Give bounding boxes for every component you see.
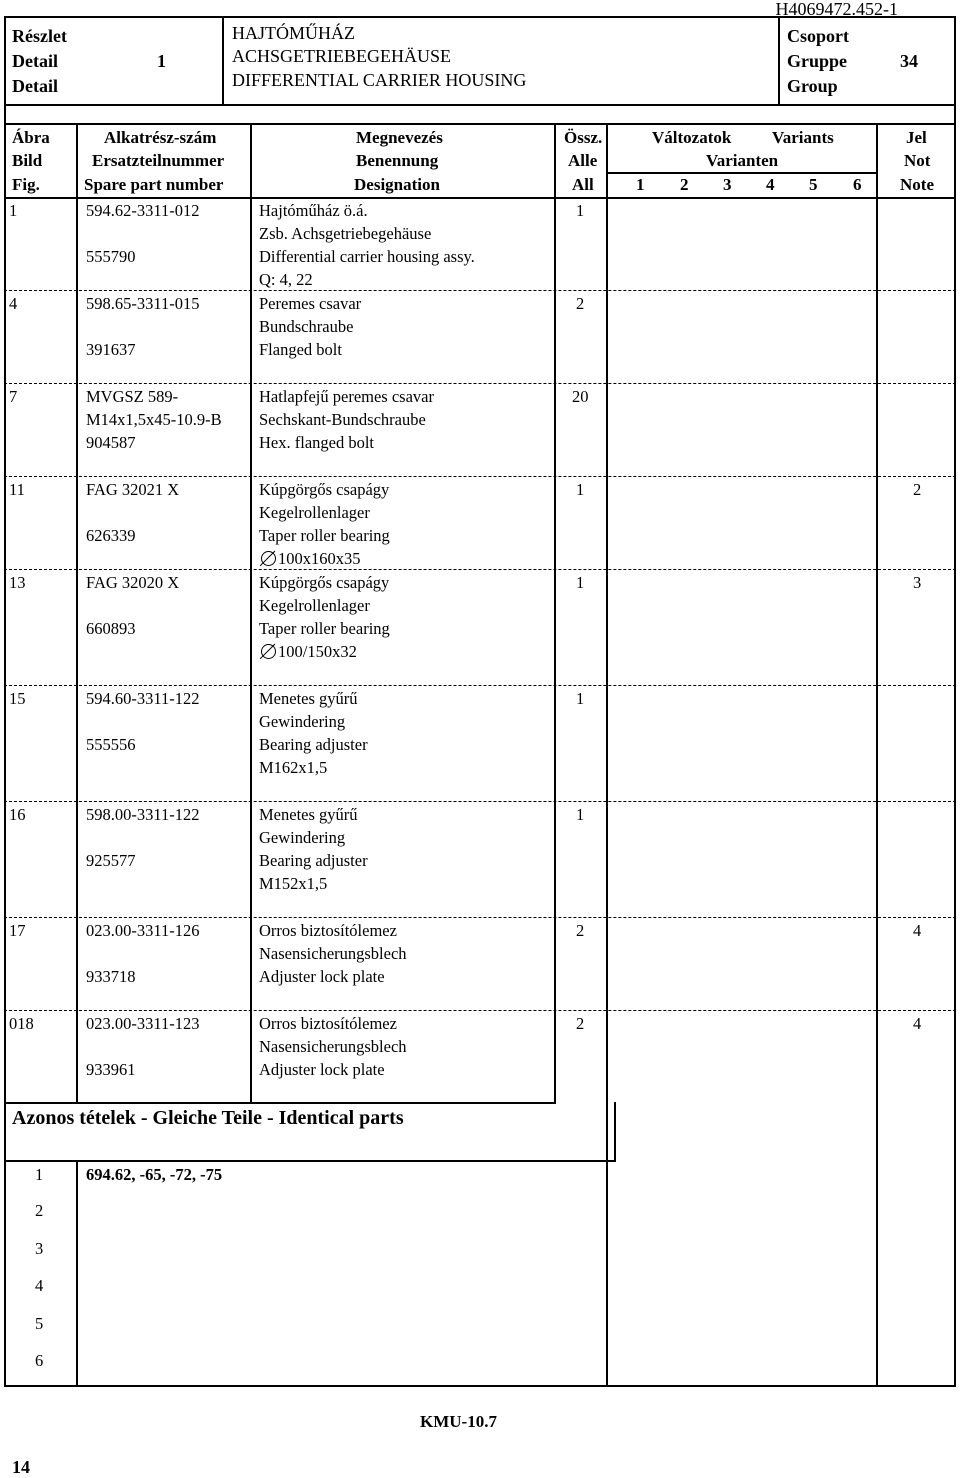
row-fig: 4 [9,294,18,313]
row-qty: 20 [572,387,589,406]
row-name-de: Sechskant-Bundschraube [259,410,426,429]
col-name-divider [554,123,556,1104]
row-part-number: 023.00-3311-126 [86,921,200,940]
row-part-code: 626339 [86,526,136,545]
row-qty: 1 [576,201,585,220]
row-name-extra [259,640,357,663]
identical-row-number: 2 [35,1201,44,1220]
diameter-icon [259,549,277,567]
row-qty: 1 [576,573,585,592]
identical-row-text: 694.62, -65, -72, -75 [86,1165,223,1184]
row-name-en: Adjuster lock plate [259,1060,385,1079]
identical-num-divider [76,1160,78,1387]
col-part-hu: Alkatrész-szám [104,128,217,147]
page-number: 14 [12,1457,30,1477]
row-name-en: Taper roller bearing [259,526,390,545]
row-note: 3 [913,573,922,592]
detail-label-de: Detail [12,51,58,71]
row-name-hu: Hajtóműház ö.á. [259,201,368,220]
row-name-en: Hex. flanged bolt [259,433,375,452]
col-fig-divider [76,123,78,1104]
header-divider-2 [778,16,780,106]
col-name-en: Designation [354,175,440,194]
col-fig-de: Bild [12,151,43,170]
row-part-number: FAG 32021 X [86,480,180,499]
row-fig: 11 [9,480,25,499]
row-name-de: Gewindering [259,828,346,847]
identical-row-number: 3 [35,1239,44,1258]
row-separator [4,569,956,570]
row-name-en: Flanged bolt [259,340,342,359]
row-part-code: 904587 [86,433,136,452]
row-fig: 7 [9,387,18,406]
group-number: 34 [900,51,918,71]
row-separator [4,801,956,802]
row-name-hu: Kúpgörgős csapágy [259,480,390,499]
identical-row-number: 1 [35,1165,44,1184]
document-code: H4069472.452-1 [775,0,898,19]
row-name-de: Kegelrollenlager [259,503,370,522]
row-part-number: MVGSZ 589- [86,387,179,406]
col-variants-de: Varianten [706,151,779,170]
row-separator [4,290,956,291]
row-part-code: 660893 [86,619,136,638]
col-note-de: Not [904,151,931,170]
identical-row-number: 4 [35,1276,44,1295]
identical-parts-title: Azonos tételek - Gleiche Teile - Identical parts [12,1107,404,1129]
row-fig: 1 [9,201,18,220]
variant-number-2: 2 [680,175,689,194]
row-part-number: FAG 32020 X [86,573,180,592]
col-part-de: Ersatzteilnummer [92,151,225,170]
row-part-number: 598.00-3311-122 [86,805,200,824]
row-qty: 2 [576,294,585,313]
detail-label-en: Detail [12,76,58,96]
group-label-en: Group [787,76,838,96]
header-divider-1 [222,16,224,106]
col-qty-divider [606,123,608,1387]
col-name-de: Benennung [356,151,439,170]
row-part-code: 925577 [86,851,136,870]
row-separator [4,383,956,384]
row-fig: 018 [9,1014,34,1033]
row-part-number-cont: M14x1,5x45-10.9-B [86,410,222,429]
col-qty-en: All [572,175,594,194]
row-name-en: Bearing adjuster [259,851,368,870]
row-qty: 2 [576,921,585,940]
row-name-extra: M162x1,5 [259,758,328,777]
row-part-code: 555556 [86,735,136,754]
detail-number: 1 [157,51,166,71]
row-name-hu: Orros biztosítólemez [259,1014,397,1033]
row-fig: 17 [9,921,26,940]
row-name-en: Adjuster lock plate [259,967,385,986]
row-qty: 1 [576,689,585,708]
group-label-hu: Csoport [787,26,849,46]
row-part-number: 023.00-3311-123 [86,1014,200,1033]
detail-label-hu: Részlet [12,26,67,46]
col-qty-hu: Össz. [564,128,603,147]
row-name-hu: Menetes gyűrű [259,689,358,708]
col-variants-hu: Változatok [652,128,732,147]
identical-title-top-line [4,1102,556,1104]
footer-code: KMU-10.7 [420,1412,497,1431]
col-note-en: Note [900,175,934,194]
col-fig-en: Fig. [12,175,40,194]
row-separator [4,685,956,686]
row-fig: 15 [9,689,26,708]
row-name-extra: M152x1,5 [259,874,328,893]
colheader-top-line [4,123,956,125]
frame-bottom-line [4,1385,956,1387]
col-part-en: Spare part number [84,175,224,194]
variant-header-line [606,172,876,174]
variant-number-3: 3 [723,175,732,194]
identical-right-divider [614,1102,616,1162]
identical-row-number: 5 [35,1314,44,1333]
frame-left-line [4,16,6,1387]
row-separator [4,476,956,477]
row-note: 4 [913,1014,922,1033]
row-part-number: 598.65-3311-015 [86,294,200,313]
title-en: DIFFERENTIAL CARRIER HOUSING [232,70,527,90]
row-fig: 13 [9,573,26,592]
title-hu: HAJTÓMŰHÁZ [232,23,355,43]
row-note: 2 [913,480,922,499]
row-part-number: 594.60-3311-122 [86,689,200,708]
row-dimension: 100x160x35 [278,549,361,568]
col-variant-divider [876,123,878,1387]
row-dimension: 100/150x32 [278,642,357,661]
row-separator [4,1010,956,1011]
row-name-de: Nasensicherungsblech [259,944,407,963]
identical-title-bottom-line [4,1160,616,1162]
header-bottom-line [4,104,956,106]
row-name-de: Bundschraube [259,317,354,336]
row-separator [4,917,956,918]
row-part-number: 594.62-3311-012 [86,201,200,220]
title-de: ACHSGETRIEBEGEHÄUSE [232,46,451,66]
row-name-de: Gewindering [259,712,346,731]
variant-number-6: 6 [853,175,862,194]
col-fig-hu: Ábra [12,128,50,147]
group-label-de: Gruppe [787,51,848,71]
row-name-de: Nasensicherungsblech [259,1037,407,1056]
col-note-hu: Jel [906,128,927,147]
row-name-extra: Q: 4, 22 [259,270,313,289]
row-fig: 16 [9,805,26,824]
row-name-hu: Hatlapfejű peremes csavar [259,387,434,406]
frame-right-line [954,16,956,1387]
col-variants-en: Variants [772,128,834,147]
row-name-de: Zsb. Achsgetriebegehäuse [259,224,432,243]
variant-number-4: 4 [766,175,775,194]
row-name-hu: Kúpgörgős csapágy [259,573,390,592]
row-name-en: Differential carrier housing assy. [259,247,475,266]
row-part-code: 933718 [86,967,136,986]
row-name-de: Kegelrollenlager [259,596,370,615]
row-name-en: Taper roller bearing [259,619,390,638]
row-name-extra [259,547,361,570]
diameter-icon [259,642,277,660]
col-qty-de: Alle [568,151,598,170]
row-name-hu: Peremes csavar [259,294,362,313]
col-name-hu: Megnevezés [356,128,443,147]
variant-number-5: 5 [809,175,818,194]
row-note: 4 [913,921,922,940]
col-part-divider [250,123,252,1104]
row-qty: 2 [576,1014,585,1033]
identical-row-number: 6 [35,1351,44,1370]
row-part-code: 391637 [86,340,136,359]
row-qty: 1 [576,805,585,824]
row-qty: 1 [576,480,585,499]
row-name-en: Bearing adjuster [259,735,368,754]
row-part-code: 933961 [86,1060,136,1079]
row-name-hu: Orros biztosítólemez [259,921,397,940]
row-part-code: 555790 [86,247,136,266]
row-name-hu: Menetes gyűrű [259,805,358,824]
variant-number-1: 1 [636,175,645,194]
